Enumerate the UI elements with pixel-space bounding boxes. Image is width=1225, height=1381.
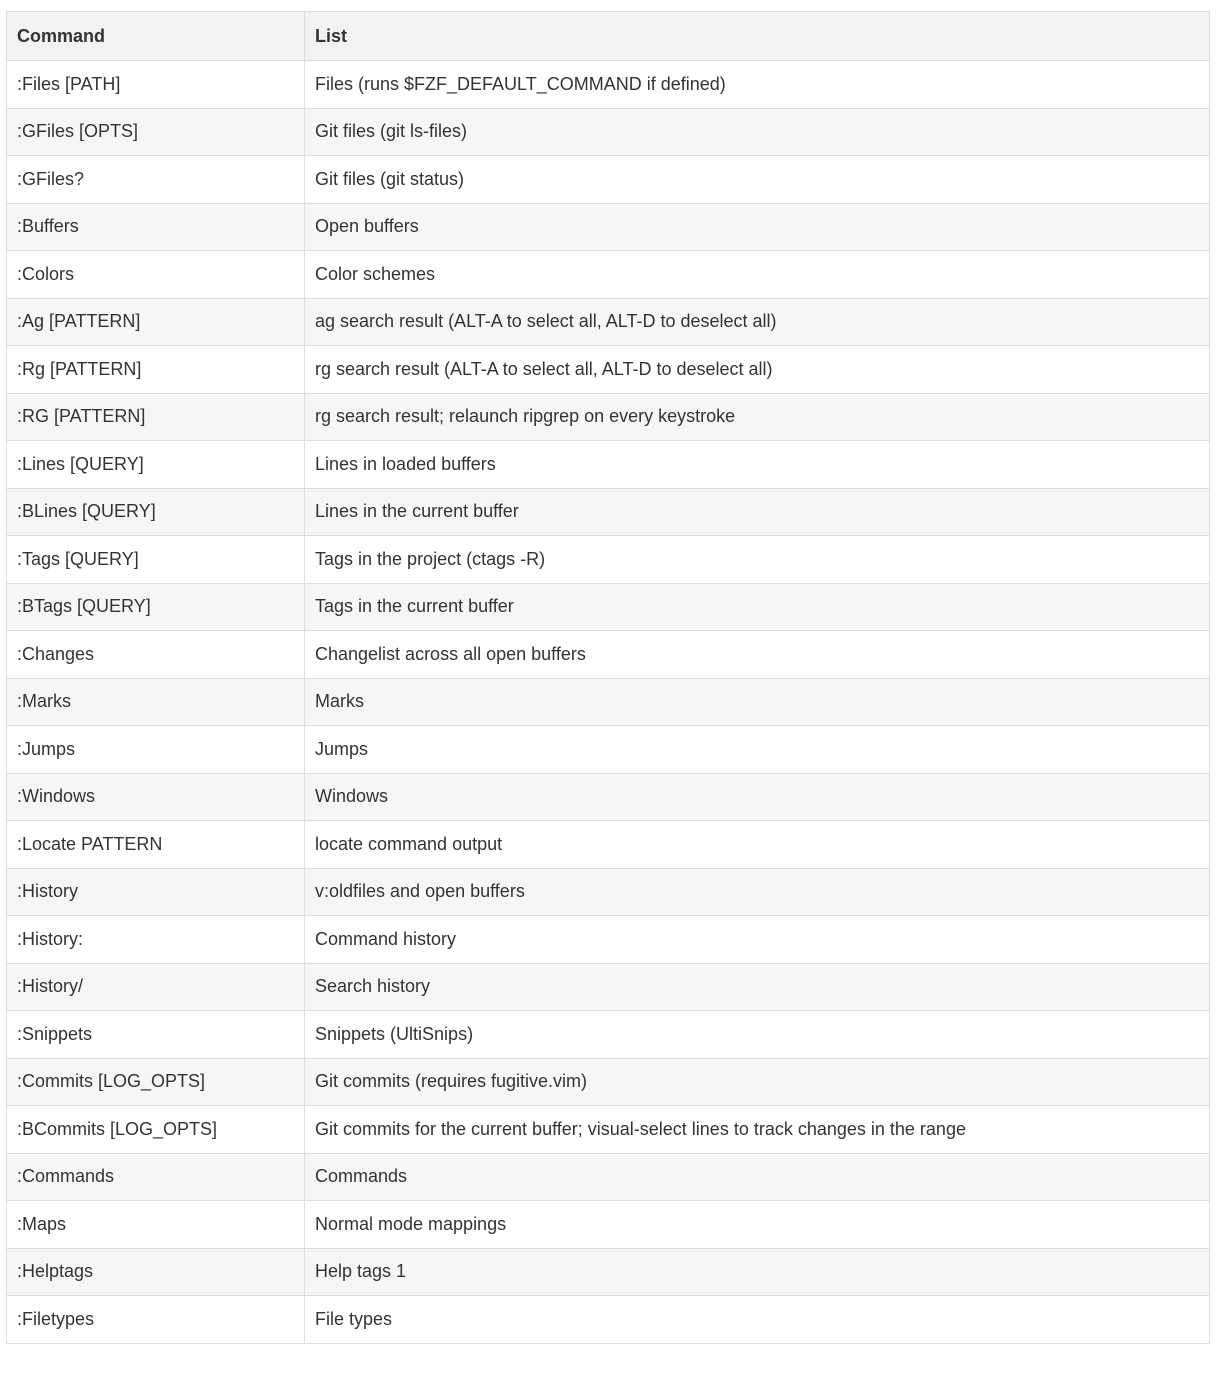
- table-row: [7, 156, 1210, 204]
- list-cell: Tags in the current buffer: [305, 583, 1210, 631]
- command-cell: :Buffers: [7, 203, 305, 251]
- command-cell: :GFiles?: [7, 156, 305, 204]
- list-cell: Normal mode mappings: [305, 1201, 1210, 1249]
- list-cell: Git commits for the current buffer; visual-select lines to track changes in the range: [305, 1106, 1210, 1154]
- table-row: [7, 1106, 1210, 1154]
- command-cell: :Commands: [7, 1153, 305, 1201]
- command-cell: :Ag [PATTERN]: [7, 298, 305, 346]
- command-cell: :Tags [QUERY]: [7, 536, 305, 584]
- list-cell: Jumps: [305, 726, 1210, 774]
- list-cell: Git files (git status): [305, 156, 1210, 204]
- command-cell: :Rg [PATTERN]: [7, 346, 305, 394]
- header-row: [7, 12, 1210, 61]
- table-row: [7, 726, 1210, 774]
- table-row: [7, 441, 1210, 489]
- table-row: [7, 108, 1210, 156]
- table-row: [7, 251, 1210, 299]
- table-row: [7, 868, 1210, 916]
- table-row: [7, 678, 1210, 726]
- list-cell: Commands: [305, 1153, 1210, 1201]
- command-cell: :History: [7, 868, 305, 916]
- command-cell: :Colors: [7, 251, 305, 299]
- command-cell: :BLines [QUERY]: [7, 488, 305, 536]
- list-cell: Search history: [305, 963, 1210, 1011]
- command-cell: :Files [PATH]: [7, 61, 305, 109]
- list-cell: Help tags 1: [305, 1248, 1210, 1296]
- list-cell: Snippets (UltiSnips): [305, 1011, 1210, 1059]
- table-row: [7, 1248, 1210, 1296]
- list-cell: ag search result (ALT-A to select all, ALT-D to deselect all): [305, 298, 1210, 346]
- command-cell: :Lines [QUERY]: [7, 441, 305, 489]
- header-list: List: [305, 12, 1210, 61]
- table-row: [7, 1058, 1210, 1106]
- list-cell: v:oldfiles and open buffers: [305, 868, 1210, 916]
- table-row: [7, 536, 1210, 584]
- table-row: [7, 631, 1210, 679]
- list-cell: Files (runs $FZF_DEFAULT_COMMAND if defined): [305, 61, 1210, 109]
- command-cell: :Filetypes: [7, 1296, 305, 1344]
- command-cell: :Windows: [7, 773, 305, 821]
- table-row: [7, 298, 1210, 346]
- command-cell: :Helptags: [7, 1248, 305, 1296]
- command-cell: :Locate PATTERN: [7, 821, 305, 869]
- list-cell: Command history: [305, 916, 1210, 964]
- table-body: [7, 61, 1210, 1344]
- list-cell: Git commits (requires fugitive.vim): [305, 1058, 1210, 1106]
- list-cell: Windows: [305, 773, 1210, 821]
- table-row: [7, 203, 1210, 251]
- table-row: [7, 583, 1210, 631]
- table-row: [7, 346, 1210, 394]
- command-cell: :BTags [QUERY]: [7, 583, 305, 631]
- table-row: [7, 61, 1210, 109]
- table-row: [7, 1153, 1210, 1201]
- table-row: [7, 393, 1210, 441]
- list-cell: locate command output: [305, 821, 1210, 869]
- table-row: [7, 821, 1210, 869]
- command-cell: :GFiles [OPTS]: [7, 108, 305, 156]
- table-row: [7, 773, 1210, 821]
- table-row: [7, 1201, 1210, 1249]
- list-cell: Marks: [305, 678, 1210, 726]
- list-cell: Color schemes: [305, 251, 1210, 299]
- command-cell: :History:: [7, 916, 305, 964]
- list-cell: Lines in loaded buffers: [305, 441, 1210, 489]
- command-cell: :Commits [LOG_OPTS]: [7, 1058, 305, 1106]
- list-cell: Open buffers: [305, 203, 1210, 251]
- list-cell: File types: [305, 1296, 1210, 1344]
- command-cell: :Jumps: [7, 726, 305, 774]
- list-cell: Tags in the project (ctags -R): [305, 536, 1210, 584]
- command-cell: :Snippets: [7, 1011, 305, 1059]
- table-row: [7, 1011, 1210, 1059]
- list-cell: Lines in the current buffer: [305, 488, 1210, 536]
- command-cell: :History/: [7, 963, 305, 1011]
- table-row: [7, 963, 1210, 1011]
- command-cell: :Changes: [7, 631, 305, 679]
- command-cell: :Maps: [7, 1201, 305, 1249]
- list-cell: rg search result (ALT-A to select all, ALT-D to deselect all): [305, 346, 1210, 394]
- command-cell: :RG [PATTERN]: [7, 393, 305, 441]
- list-cell: Changelist across all open buffers: [305, 631, 1210, 679]
- table-header: [7, 12, 1210, 61]
- list-cell: rg search result; relaunch ripgrep on every keystroke: [305, 393, 1210, 441]
- command-cell: :BCommits [LOG_OPTS]: [7, 1106, 305, 1154]
- table-row: [7, 1296, 1210, 1344]
- command-cell: :Marks: [7, 678, 305, 726]
- table-row: [7, 488, 1210, 536]
- command-table: [6, 11, 1210, 1344]
- command-table-container: [6, 11, 1209, 1344]
- header-command: Command: [7, 12, 305, 61]
- table-row: [7, 916, 1210, 964]
- list-cell: Git files (git ls-files): [305, 108, 1210, 156]
